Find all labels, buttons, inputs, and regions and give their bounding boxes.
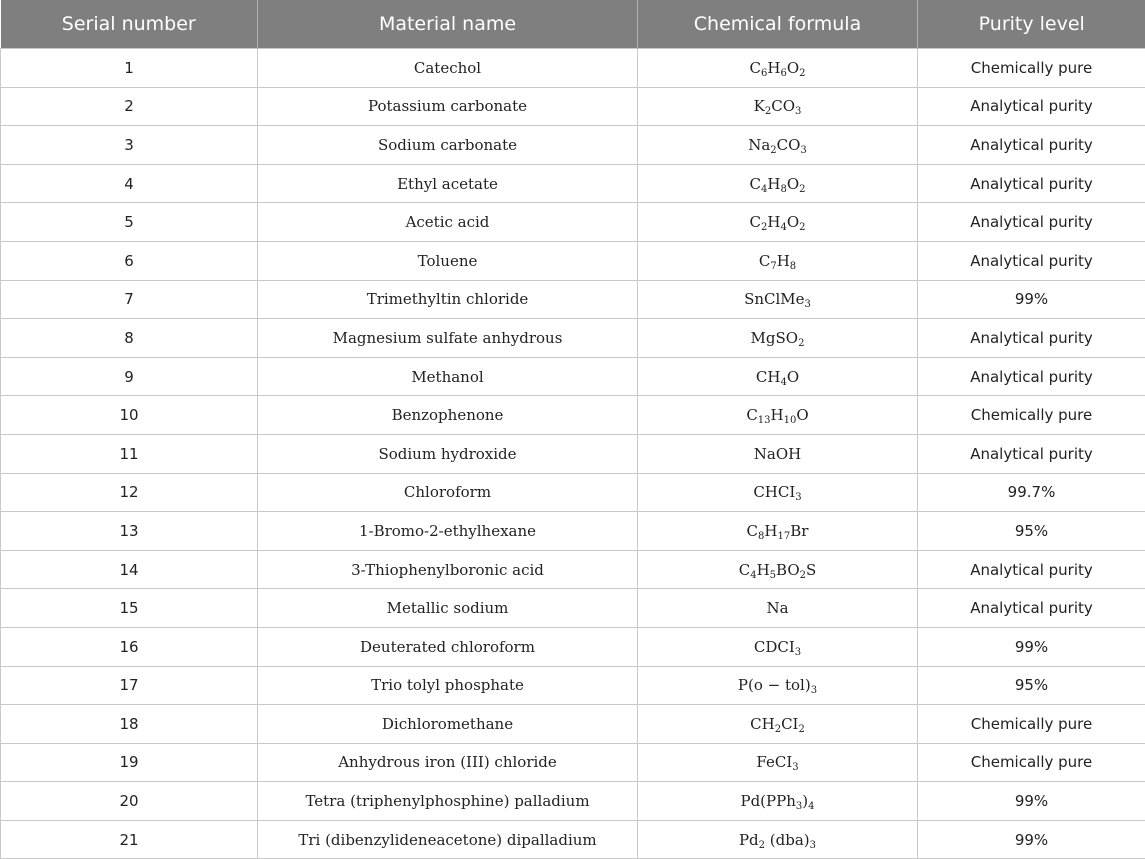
material-name-cell: Trio tolyl phosphate	[258, 666, 638, 705]
chemical-formula-cell: FeCI$_3$	[638, 743, 918, 782]
material-name-cell: Ethyl acetate	[258, 164, 638, 203]
purity-level-cell: Analytical purity	[918, 164, 1145, 203]
serial-number-cell: 4	[1, 164, 258, 203]
chemical-formula-cell: $C_2H_4O_2$	[638, 203, 918, 242]
serial-number-cell: 19	[1, 743, 258, 782]
chemical-formula-cell: $Pd(PPh_3)_4$	[638, 782, 918, 821]
table-row	[1, 705, 1145, 744]
purity-level-cell: Chemically pure	[918, 705, 1145, 744]
table-row	[1, 782, 1145, 821]
table-row	[1, 434, 1145, 473]
chemical-formula-cell: NaOH	[638, 434, 918, 473]
purity-level-cell: 99%	[918, 782, 1145, 821]
material-name-cell: Sodium hydroxide	[258, 434, 638, 473]
purity-level-cell: Analytical purity	[918, 319, 1145, 358]
header-serial-number: Serial number	[1, 0, 258, 49]
table-row	[1, 512, 1145, 551]
purity-level-cell: Analytical purity	[918, 589, 1145, 628]
header-chemical-formula: Chemical formula	[638, 0, 918, 49]
purity-level-cell: Analytical purity	[918, 87, 1145, 126]
serial-number-cell: 15	[1, 589, 258, 628]
purity-level-cell: 99%	[918, 820, 1145, 859]
chemical-formula-cell: $K_2CO_3$	[638, 87, 918, 126]
serial-number-cell: 8	[1, 319, 258, 358]
material-name-cell: Potassium carbonate	[258, 87, 638, 126]
chemical-formula-cell: Na	[638, 589, 918, 628]
table-row	[1, 319, 1145, 358]
material-name-cell: Magnesium sulfate anhydrous	[258, 319, 638, 358]
serial-number-cell: 17	[1, 666, 258, 705]
purity-level-cell: 99%	[918, 627, 1145, 666]
material-name-cell: Anhydrous iron (III) chloride	[258, 743, 638, 782]
serial-number-cell: 5	[1, 203, 258, 242]
table-row	[1, 396, 1145, 435]
table-row	[1, 87, 1145, 126]
material-name-cell: Chloroform	[258, 473, 638, 512]
table-row	[1, 203, 1145, 242]
table-row	[1, 280, 1145, 319]
purity-level-cell: Analytical purity	[918, 126, 1145, 165]
table-row	[1, 473, 1145, 512]
material-name-cell: Acetic acid	[258, 203, 638, 242]
table-row	[1, 627, 1145, 666]
purity-level-cell: Analytical purity	[918, 357, 1145, 396]
purity-level-cell: 95%	[918, 666, 1145, 705]
material-name-cell: Tri (dibenzylideneacetone) dipalladium	[258, 820, 638, 859]
chemical-formula-cell: $C_8H_{17}Br$	[638, 512, 918, 551]
material-name-cell: Tetra (triphenylphosphine) palladium	[258, 782, 638, 821]
chemical-formula-cell: $CH_2CI_2$	[638, 705, 918, 744]
serial-number-cell: 13	[1, 512, 258, 551]
purity-level-cell: Analytical purity	[918, 241, 1145, 280]
material-name-cell: Catechol	[258, 49, 638, 88]
serial-number-cell: 21	[1, 820, 258, 859]
material-name-cell: Trimethyltin chloride	[258, 280, 638, 319]
serial-number-cell: 16	[1, 627, 258, 666]
chemical-formula-cell: $P(o - tol)_3$	[638, 666, 918, 705]
chemical-formula-cell: $CHCI_3$	[638, 473, 918, 512]
material-name-cell: Benzophenone	[258, 396, 638, 435]
serial-number-cell: 7	[1, 280, 258, 319]
purity-level-cell: Chemically pure	[918, 396, 1145, 435]
chemical-formula-cell: $C_4H_8O_2$	[638, 164, 918, 203]
material-name-cell: Deuterated chloroform	[258, 627, 638, 666]
table-row	[1, 49, 1145, 88]
material-name-cell: 1-Bromo-2-ethylhexane	[258, 512, 638, 551]
chemical-formula-cell: $C_{13}H_{10}O$	[638, 396, 918, 435]
chemical-formula-cell: $Na_2CO_3$	[638, 126, 918, 165]
header-row	[1, 0, 1145, 49]
chemical-formula-cell: $CH_4O$	[638, 357, 918, 396]
table-row	[1, 666, 1145, 705]
chemical-formula-cell: $C_4H_5BO_2S$	[638, 550, 918, 589]
serial-number-cell: 9	[1, 357, 258, 396]
serial-number-cell: 12	[1, 473, 258, 512]
purity-level-cell: Analytical purity	[918, 203, 1145, 242]
table-row	[1, 241, 1145, 280]
table-row	[1, 550, 1145, 589]
purity-level-cell: 95%	[918, 512, 1145, 551]
chemical-formula-cell: $C_6H_6O_2$	[638, 49, 918, 88]
chemical-formula-cell: SnClMe$_3$	[638, 280, 918, 319]
chemical-formula-cell: $Pd_2$ $(dba)_3$	[638, 820, 918, 859]
table-body	[1, 49, 1145, 859]
serial-number-cell: 10	[1, 396, 258, 435]
header-material-name: Material name	[258, 0, 638, 49]
purity-level-cell: Chemically pure	[918, 743, 1145, 782]
table-row	[1, 743, 1145, 782]
table-row	[1, 589, 1145, 628]
serial-number-cell: 6	[1, 241, 258, 280]
table-header	[1, 0, 1145, 49]
material-name-cell: 3-Thiophenylboronic acid	[258, 550, 638, 589]
serial-number-cell: 14	[1, 550, 258, 589]
table-row	[1, 357, 1145, 396]
material-name-cell: Metallic sodium	[258, 589, 638, 628]
purity-level-cell: Analytical purity	[918, 550, 1145, 589]
purity-level-cell: Chemically pure	[918, 49, 1145, 88]
serial-number-cell: 11	[1, 434, 258, 473]
chemical-formula-cell: $C_7H_8$	[638, 241, 918, 280]
material-name-cell: Toluene	[258, 241, 638, 280]
purity-level-cell: Analytical purity	[918, 434, 1145, 473]
serial-number-cell: 2	[1, 87, 258, 126]
material-name-cell: Sodium carbonate	[258, 126, 638, 165]
purity-level-cell: 99%	[918, 280, 1145, 319]
table-row	[1, 820, 1145, 859]
serial-number-cell: 18	[1, 705, 258, 744]
material-name-cell: Dichloromethane	[258, 705, 638, 744]
serial-number-cell: 3	[1, 126, 258, 165]
chemical-formula-cell: $CDCI_3$	[638, 627, 918, 666]
table-row	[1, 126, 1145, 165]
purity-level-cell: 99.7%	[918, 473, 1145, 512]
chemical-formula-cell: MgSO$_2$	[638, 319, 918, 358]
serial-number-cell: 20	[1, 782, 258, 821]
material-name-cell: Methanol	[258, 357, 638, 396]
table-row	[1, 164, 1145, 203]
header-purity-level: Purity level	[918, 0, 1145, 49]
serial-number-cell: 1	[1, 49, 258, 88]
